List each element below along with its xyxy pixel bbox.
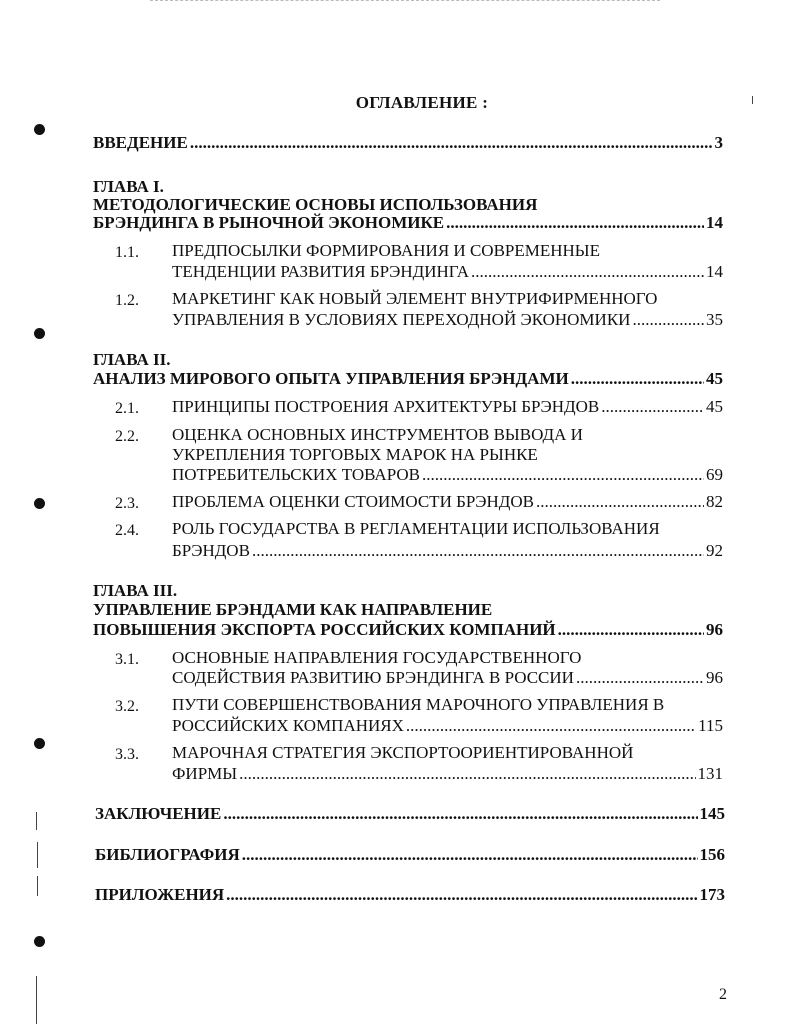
section-number: 2.1. bbox=[115, 400, 139, 417]
section-title-last-line: УПРАВЛЕНИЯ В УСЛОВИЯХ ПЕРЕХОДНОЙ ЭКОНОМИКИ ..... 35 bbox=[172, 310, 723, 330]
section-number: 3.3. bbox=[115, 746, 139, 763]
punch-hole bbox=[34, 936, 45, 947]
page-number: 2 bbox=[719, 986, 727, 1003]
section-number: 1.2. bbox=[115, 292, 139, 309]
toc-page-number: 96 bbox=[706, 620, 723, 639]
leader-dots bbox=[601, 397, 704, 417]
section-number: 3.1. bbox=[115, 651, 139, 668]
chapter-title: УПРАВЛЕНИЕ БРЭНДАМИ КАК НАПРАВЛЕНИЕ bbox=[93, 600, 493, 619]
toc-entry-label: ПРИЛОЖЕНИЯ bbox=[95, 885, 225, 904]
leader-dots bbox=[632, 310, 704, 330]
toc-page-number: 3 bbox=[714, 133, 723, 152]
leader-dots bbox=[422, 465, 704, 485]
leader-dots bbox=[576, 668, 704, 688]
toc-page-number: 145 bbox=[699, 804, 725, 823]
toc-page-number: 156 bbox=[699, 845, 725, 864]
section-title: РОЛЬ ГОСУДАРСТВА В РЕГЛАМЕНТАЦИИ ИСПОЛЬЗОВАНИЯ bbox=[172, 519, 660, 538]
leader-dots bbox=[239, 764, 695, 784]
scan-margin-mark bbox=[37, 842, 38, 868]
leader-dots bbox=[406, 716, 696, 736]
toc-page-number: 35 bbox=[706, 310, 723, 329]
toc-entry-intro bbox=[93, 133, 723, 153]
toc-title: ОГЛАВЛЕНИЕ : bbox=[355, 93, 489, 112]
section-title: УКРЕПЛЕНИЯ ТОРГОВЫХ МАРОК НА РЫНКЕ bbox=[172, 445, 538, 464]
section-number: 1.1. bbox=[115, 244, 139, 261]
leader-dots bbox=[446, 213, 704, 233]
leader-dots bbox=[571, 369, 704, 389]
toc-page-number: 131 bbox=[697, 764, 723, 783]
toc-entry-conclusion bbox=[95, 804, 725, 824]
toc-page-number: 115 bbox=[698, 716, 723, 735]
leader-dots bbox=[226, 885, 697, 905]
section-title: МАРОЧНАЯ СТРАТЕГИЯ ЭКСПОРТООРИЕНТИРОВАННОЙ bbox=[172, 743, 634, 762]
section-title: ОСНОВНЫЕ НАПРАВЛЕНИЯ ГОСУДАРСТВЕННОГО bbox=[172, 648, 582, 667]
toc-page-number: 82 bbox=[706, 492, 723, 511]
section-title: ПРЕДПОСЫЛКИ ФОРМИРОВАНИЯ И СОВРЕМЕННЫЕ bbox=[172, 241, 601, 260]
section-title-last-line: ТЕНДЕНЦИИ РАЗВИТИЯ БРЭНДИНГА ..... 14 bbox=[172, 262, 723, 282]
chapter-title-last-line: БРЭНДИНГА В РЫНОЧНОЙ ЭКОНОМИКЕ ..... 14 bbox=[93, 213, 723, 233]
section-number: 2.4. bbox=[115, 522, 139, 539]
leader-dots bbox=[242, 845, 698, 865]
toc-page-number: 96 bbox=[706, 668, 723, 687]
punch-hole bbox=[34, 498, 45, 509]
scan-margin-mark bbox=[36, 976, 37, 1024]
section-title-last-line: БРЭНДОВ ..... 92 bbox=[172, 541, 723, 561]
toc-page-number: 45 bbox=[706, 397, 723, 416]
leader-dots bbox=[252, 541, 704, 561]
leader-dots bbox=[190, 133, 713, 153]
punch-hole bbox=[34, 328, 45, 339]
toc-entry-bibliography bbox=[95, 845, 725, 865]
chapter-title-last-line: ПОВЫШЕНИЯ ЭКСПОРТА РОССИЙСКИХ КОМПАНИЙ ..... 96 bbox=[93, 620, 723, 640]
toc-page-number: 173 bbox=[699, 885, 725, 904]
section-number: 3.2. bbox=[115, 698, 139, 715]
toc-page-number: 92 bbox=[706, 541, 723, 560]
toc-entry-label: ЗАКЛЮЧЕНИЕ bbox=[95, 804, 222, 823]
toc-entry-appendices bbox=[95, 885, 725, 905]
leader-dots bbox=[223, 804, 697, 824]
scan-margin-mark bbox=[36, 812, 37, 830]
chapter-title: МЕТОДОЛОГИЧЕСКИЕ ОСНОВЫ ИСПОЛЬЗОВАНИЯ bbox=[93, 195, 538, 214]
leader-dots bbox=[558, 620, 704, 640]
toc-page-number: 69 bbox=[706, 465, 723, 484]
toc-page-number: 14 bbox=[706, 262, 723, 281]
section-title-last-line: ПРОБЛЕМА ОЦЕНКИ СТОИМОСТИ БРЭНДОВ ..... 82 bbox=[172, 492, 723, 512]
section-title-last-line: ПОТРЕБИТЕЛЬСКИХ ТОВАРОВ ..... 69 bbox=[172, 465, 723, 485]
toc-page-number: 14 bbox=[706, 213, 723, 232]
section-number: 2.3. bbox=[115, 495, 139, 512]
leader-dots bbox=[471, 262, 704, 282]
punch-hole bbox=[34, 124, 45, 135]
section-number: 2.2. bbox=[115, 428, 139, 445]
scan-top-edge bbox=[150, 0, 660, 3]
scan-margin-mark bbox=[37, 876, 38, 896]
chapter-heading: ГЛАВА III. bbox=[93, 581, 178, 600]
section-title-last-line: ФИРМЫ ..... 131 bbox=[172, 764, 723, 784]
section-title-last-line: РОССИЙСКИХ КОМПАНИЯХ ..... 115 bbox=[172, 716, 723, 736]
punch-hole bbox=[34, 738, 45, 749]
toc-entry-label: БИБЛИОГРАФИЯ bbox=[95, 845, 240, 864]
chapter-heading: ГЛАВА II. bbox=[93, 350, 171, 369]
leader-dots bbox=[536, 492, 704, 512]
toc-entry-label: ВВЕДЕНИЕ bbox=[93, 133, 188, 152]
section-title: МАРКЕТИНГ КАК НОВЫЙ ЭЛЕМЕНТ ВНУТРИФИРМЕННОГО bbox=[172, 289, 658, 308]
chapter-heading: ГЛАВА I. bbox=[93, 177, 164, 196]
chapter-title-last-line: АНАЛИЗ МИРОВОГО ОПЫТА УПРАВЛЕНИЯ БРЭНДАМИ ..... 45 bbox=[93, 369, 723, 389]
section-title-last-line: СОДЕЙСТВИЯ РАЗВИТИЮ БРЭНДИНГА В РОССИИ ..... 96 bbox=[172, 668, 723, 688]
section-title: ОЦЕНКА ОСНОВНЫХ ИНСТРУМЕНТОВ ВЫВОДА И bbox=[172, 425, 583, 444]
section-title: ПУТИ СОВЕРШЕНСТВОВАНИЯ МАРОЧНОГО УПРАВЛЕНИЯ В bbox=[172, 695, 665, 714]
section-title-last-line: ПРИНЦИПЫ ПОСТРОЕНИЯ АРХИТЕКТУРЫ БРЭНДОВ ..... 45 bbox=[172, 397, 723, 417]
toc-page-number: 45 bbox=[706, 369, 723, 388]
